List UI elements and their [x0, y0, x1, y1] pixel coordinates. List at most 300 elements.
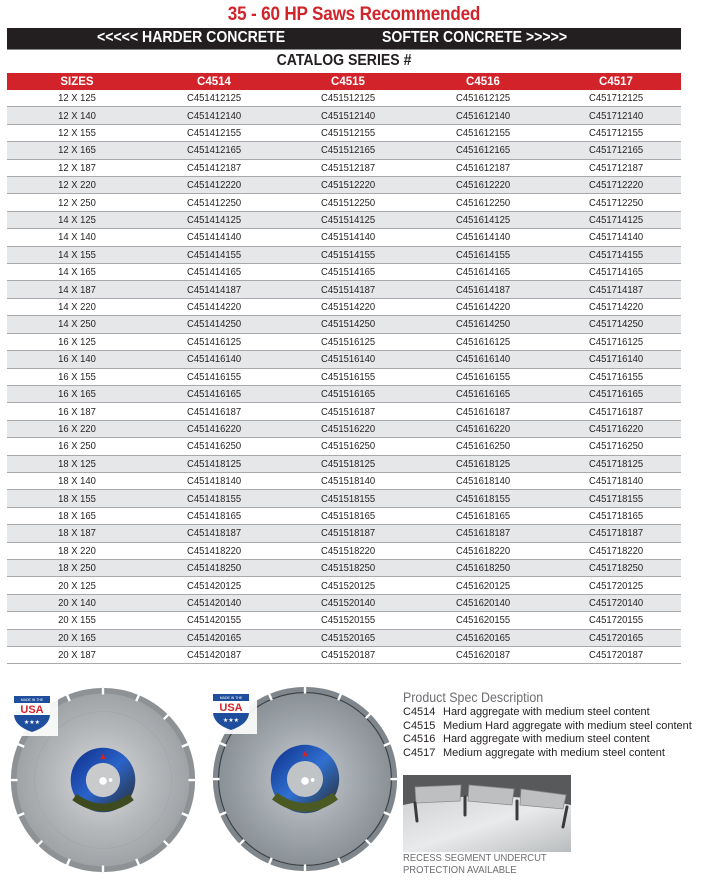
table-row — [7, 334, 681, 351]
size-cell — [7, 406, 147, 418]
cell-text: 16 X 155 — [58, 370, 96, 383]
page-title: 35 - 60 HP Saws Recommended — [227, 4, 481, 25]
catalog-number-cell — [147, 562, 281, 574]
size-cell — [7, 475, 147, 487]
catalog-number-cell — [415, 144, 551, 156]
cell-text: C451414187 — [186, 283, 242, 296]
catalog-number-cell — [551, 266, 681, 278]
catalog-number-cell — [415, 632, 551, 644]
cell-text: C451716187 — [588, 405, 644, 418]
catalog-number-cell — [281, 440, 415, 452]
catalog-number-cell — [147, 475, 281, 487]
cell-text: C451612220 — [455, 179, 511, 192]
cell-text: C451614165 — [455, 266, 511, 279]
catalog-number-cell — [281, 231, 415, 243]
table-row — [7, 369, 681, 386]
svg-text:USA: USA — [219, 702, 243, 714]
spec-code: C4514 — [403, 706, 436, 718]
table-row — [7, 125, 681, 142]
cell-text: 16 X 250 — [58, 440, 96, 453]
catalog-number-cell — [551, 493, 681, 505]
catalog-number-cell — [281, 162, 415, 174]
cell-text: C451512125 — [320, 92, 376, 105]
catalog-number-cell — [281, 144, 415, 156]
catalog-number-cell — [551, 388, 681, 400]
catalog-number-cell — [551, 284, 681, 296]
catalog-number-cell — [415, 127, 551, 139]
cell-text: C451620187 — [455, 649, 511, 662]
cell-text: C451514125 — [320, 214, 376, 227]
cell-text: C451420155 — [186, 614, 242, 627]
catalog-number-cell — [551, 301, 681, 313]
table-row — [7, 212, 681, 229]
column-header-c4516: C4516 — [466, 75, 500, 88]
catalog-number-cell — [415, 458, 551, 470]
catalog-number-cell — [281, 214, 415, 226]
catalog-number-cell — [147, 632, 281, 644]
catalog-number-cell — [551, 545, 681, 557]
size-cell — [7, 353, 147, 365]
softer-concrete-label: SOFTER CONCRETE >>>>> — [382, 29, 568, 46]
table-row — [7, 647, 681, 664]
catalog-number-cell — [415, 475, 551, 487]
catalog-number-cell — [551, 580, 681, 592]
catalog-number-cell — [281, 371, 415, 383]
cell-text: C451716250 — [588, 440, 644, 453]
table-row — [7, 107, 681, 124]
size-cell — [7, 597, 147, 609]
size-cell — [7, 110, 147, 122]
cell-text: 20 X 165 — [58, 631, 96, 644]
catalog-number-cell — [281, 614, 415, 626]
cell-text: C451616165 — [455, 388, 511, 401]
cell-text: 18 X 250 — [58, 562, 96, 575]
size-cell — [7, 162, 147, 174]
catalog-number-cell — [281, 475, 415, 487]
cell-text: C451616140 — [455, 353, 511, 366]
catalog-number-cell — [551, 527, 681, 539]
catalog-number-cell — [147, 162, 281, 174]
cell-text: 16 X 140 — [58, 353, 96, 366]
catalog-number-cell — [281, 545, 415, 557]
cell-text: 18 X 220 — [58, 544, 96, 557]
cell-text: 12 X 250 — [58, 196, 96, 209]
cell-text: C451416220 — [186, 422, 242, 435]
table-row — [7, 264, 681, 281]
catalog-number-cell — [147, 545, 281, 557]
catalog-number-cell — [147, 614, 281, 626]
cell-text: C451616250 — [455, 440, 511, 453]
catalog-number-cell — [281, 632, 415, 644]
cell-text: C451512165 — [320, 144, 376, 157]
catalog-number-cell — [415, 493, 551, 505]
made-in-usa-badge-icon — [205, 688, 257, 734]
column-header-c4515: C4515 — [331, 75, 365, 88]
catalog-number-cell — [281, 423, 415, 435]
cell-text: C451418165 — [186, 509, 242, 522]
cell-text: C451514140 — [320, 231, 376, 244]
table-row — [7, 473, 681, 490]
catalog-number-cell — [415, 162, 551, 174]
svg-text:USA: USA — [20, 704, 44, 716]
catalog-number-cell — [415, 318, 551, 330]
spec-item — [403, 747, 708, 761]
catalog-number-cell — [415, 284, 551, 296]
catalog-number-cell — [281, 493, 415, 505]
catalog-number-cell — [147, 266, 281, 278]
catalog-number-cell — [415, 649, 551, 661]
catalog-number-cell — [281, 318, 415, 330]
table-row — [7, 560, 681, 577]
catalog-number-cell — [147, 527, 281, 539]
table-row — [7, 281, 681, 298]
cell-text: C451714250 — [588, 318, 644, 331]
catalog-number-cell — [281, 597, 415, 609]
catalog-number-cell — [551, 144, 681, 156]
table-row — [7, 612, 681, 629]
cell-text: C451712125 — [588, 92, 644, 105]
cell-text: C451414140 — [186, 231, 242, 244]
cell-text: C451618140 — [455, 475, 511, 488]
size-cell — [7, 562, 147, 574]
cell-text: C451414155 — [186, 248, 242, 261]
catalog-number-cell — [415, 231, 551, 243]
catalog-number-cell — [551, 127, 681, 139]
size-cell — [7, 336, 147, 348]
cell-text: 18 X 187 — [58, 527, 96, 540]
table-row — [7, 421, 681, 438]
cell-text: C451412187 — [186, 161, 242, 174]
catalog-number-cell — [281, 580, 415, 592]
size-cell — [7, 231, 147, 243]
cell-text: C451412165 — [186, 144, 242, 157]
catalog-number-cell — [147, 458, 281, 470]
size-cell — [7, 614, 147, 626]
cell-text: 14 X 125 — [58, 214, 96, 227]
size-cell — [7, 493, 147, 505]
cell-text: C451720155 — [588, 614, 644, 627]
cell-text: 14 X 220 — [58, 301, 96, 314]
cell-text: C451718155 — [588, 492, 644, 505]
cell-text: 18 X 155 — [58, 492, 96, 505]
cell-text: C451714155 — [588, 248, 644, 261]
spec-desc: Hard aggregate with medium steel content — [443, 733, 650, 745]
catalog-number-cell — [281, 388, 415, 400]
spec-code: C4516 — [403, 733, 436, 745]
cell-text: C451620165 — [455, 631, 511, 644]
cell-text: C451416165 — [186, 388, 242, 401]
spec-code: C4515 — [403, 719, 436, 732]
harder-concrete-label: <<<<< HARDER CONCRETE — [97, 29, 286, 46]
catalog-number-cell — [281, 353, 415, 365]
spec-desc: Medium aggregate with medium steel content — [443, 746, 665, 759]
catalog-number-cell — [415, 353, 551, 365]
cell-text: 18 X 125 — [58, 457, 96, 470]
cell-text: C451616220 — [455, 422, 511, 435]
catalog-number-cell — [415, 301, 551, 313]
catalog-number-cell — [147, 580, 281, 592]
table-row — [7, 160, 681, 177]
cell-text: C451512187 — [320, 161, 376, 174]
cell-text: C451612140 — [455, 109, 511, 122]
catalog-number-cell — [551, 649, 681, 661]
spec-desc: Hard aggregate with medium steel content — [443, 706, 650, 718]
table-row — [7, 386, 681, 403]
svg-text:★★★: ★★★ — [222, 718, 240, 724]
catalog-number-cell — [551, 562, 681, 574]
catalog-number-cell — [147, 249, 281, 261]
cell-text: C451720140 — [588, 596, 644, 609]
catalog-number-cell — [281, 110, 415, 122]
catalog-number-cell — [551, 318, 681, 330]
cell-text: C451512140 — [320, 109, 376, 122]
size-cell — [7, 580, 147, 592]
cell-text: C451514165 — [320, 266, 376, 279]
cell-text: C451518155 — [320, 492, 376, 505]
catalog-number-cell — [281, 406, 415, 418]
cell-text: C451618187 — [455, 527, 511, 540]
cell-text: C451516125 — [320, 335, 376, 348]
cell-text: 12 X 140 — [58, 109, 96, 122]
cell-text: C451416250 — [186, 440, 242, 453]
size-cell — [7, 197, 147, 209]
cell-text: C451614187 — [455, 283, 511, 296]
cell-text: 14 X 250 — [58, 318, 96, 331]
cell-text: 14 X 165 — [58, 266, 96, 279]
catalog-number-cell — [281, 197, 415, 209]
cell-text: C451520187 — [320, 649, 376, 662]
catalog-number-cell — [147, 510, 281, 522]
spec-item — [403, 706, 708, 720]
cell-text: C451420125 — [186, 579, 242, 592]
cell-text: C451718125 — [588, 457, 644, 470]
cell-text: 20 X 125 — [58, 579, 96, 592]
catalog-number-cell — [147, 597, 281, 609]
table-row — [7, 177, 681, 194]
cell-text: C451716125 — [588, 335, 644, 348]
cell-text: C451518165 — [320, 509, 376, 522]
table-header — [7, 73, 681, 90]
catalog-number-cell — [551, 231, 681, 243]
cell-text: 14 X 187 — [58, 283, 96, 296]
cell-text: C451514220 — [320, 301, 376, 314]
column-header-sizes: SIZES — [60, 75, 94, 88]
catalog-number-cell — [551, 179, 681, 191]
cell-text: C451620140 — [455, 596, 511, 609]
recess-caption — [403, 853, 547, 876]
cell-text: C451720165 — [588, 631, 644, 644]
cell-text: C451416187 — [186, 405, 242, 418]
cell-text: C451618250 — [455, 562, 511, 575]
spec-code: C4517 — [403, 746, 436, 759]
cell-text: C451712155 — [588, 127, 644, 140]
cell-text: C451616125 — [455, 335, 511, 348]
catalog-number-cell — [147, 493, 281, 505]
column-header-c4517: C4517 — [599, 75, 633, 88]
catalog-number-cell — [415, 336, 551, 348]
cell-text: C451412220 — [186, 179, 242, 192]
catalog-number-cell — [415, 545, 551, 557]
catalog-number-cell — [281, 649, 415, 661]
cell-text: C451718250 — [588, 562, 644, 575]
cell-text: 20 X 155 — [58, 614, 96, 627]
product-spec-section — [403, 690, 708, 760]
cell-text: C451512220 — [320, 179, 376, 192]
cell-text: C451720187 — [588, 649, 644, 662]
size-cell — [7, 632, 147, 644]
catalog-number-cell — [147, 371, 281, 383]
cell-text: C451414165 — [186, 266, 242, 279]
catalog-number-cell — [281, 179, 415, 191]
cell-text: 18 X 165 — [58, 509, 96, 522]
catalog-number-cell — [147, 649, 281, 661]
catalog-number-cell — [415, 179, 551, 191]
size-cell — [7, 92, 147, 104]
catalog-number-cell — [147, 388, 281, 400]
catalog-number-cell — [415, 371, 551, 383]
cell-text: C451414220 — [186, 301, 242, 314]
size-cell — [7, 127, 147, 139]
cell-text: C451612250 — [455, 196, 511, 209]
cell-text: 12 X 165 — [58, 144, 96, 157]
table-row — [7, 229, 681, 246]
catalog-number-cell — [415, 266, 551, 278]
cell-text: C451712250 — [588, 196, 644, 209]
cell-text: 16 X 187 — [58, 405, 96, 418]
recess-segment-closeup-image — [403, 775, 571, 852]
catalog-number-cell — [147, 336, 281, 348]
table-body — [7, 90, 681, 664]
catalog-series-heading: CATALOG SERIES # — [276, 52, 412, 69]
svg-text:MADE IN THE: MADE IN THE — [20, 698, 44, 702]
recess-caption-line1: RECESS SEGMENT UNDERCUT — [403, 852, 547, 864]
cell-text: C451712220 — [588, 179, 644, 192]
cell-text: C451420140 — [186, 596, 242, 609]
catalog-number-cell — [551, 597, 681, 609]
cell-text: C451414125 — [186, 214, 242, 227]
spec-item — [403, 720, 708, 734]
size-cell — [7, 144, 147, 156]
catalog-number-cell — [147, 92, 281, 104]
cell-text: C451520140 — [320, 596, 376, 609]
column-header-c4514: C4514 — [197, 75, 231, 88]
catalog-number-cell — [147, 231, 281, 243]
catalog-number-cell — [551, 197, 681, 209]
cell-text: C451716165 — [588, 388, 644, 401]
catalog-number-cell — [551, 510, 681, 522]
cell-text: C451712140 — [588, 109, 644, 122]
catalog-number-cell — [147, 301, 281, 313]
cell-text: C451616155 — [455, 370, 511, 383]
catalog-number-cell — [415, 562, 551, 574]
cell-text: C451614250 — [455, 318, 511, 331]
catalog-number-cell — [281, 266, 415, 278]
catalog-number-cell — [415, 580, 551, 592]
catalog-number-cell — [147, 406, 281, 418]
cell-text: C451614220 — [455, 301, 511, 314]
catalog-number-cell — [551, 249, 681, 261]
catalog-number-cell — [281, 284, 415, 296]
cell-text: C451516165 — [320, 388, 376, 401]
catalog-number-cell — [147, 144, 281, 156]
cell-text: C451714140 — [588, 231, 644, 244]
size-cell — [7, 318, 147, 330]
cell-text: C451412155 — [186, 127, 242, 140]
cell-text: C451714165 — [588, 266, 644, 279]
size-cell — [7, 266, 147, 278]
catalog-number-cell — [551, 162, 681, 174]
cell-text: C451516250 — [320, 440, 376, 453]
cell-text: C451512250 — [320, 196, 376, 209]
cell-text: C451418140 — [186, 475, 242, 488]
cell-text: C451420165 — [186, 631, 242, 644]
cell-text: 16 X 165 — [58, 388, 96, 401]
cell-text: C451612125 — [455, 92, 511, 105]
cell-text: 12 X 125 — [58, 92, 96, 105]
catalog-number-cell — [415, 249, 551, 261]
cell-text: C451718220 — [588, 544, 644, 557]
cell-text: C451418220 — [186, 544, 242, 557]
catalog-number-cell — [281, 458, 415, 470]
cell-text: C451416155 — [186, 370, 242, 383]
catalog-number-cell — [551, 475, 681, 487]
made-in-usa-badge-icon — [6, 690, 58, 736]
cell-text: C451720125 — [588, 579, 644, 592]
catalog-number-cell — [147, 318, 281, 330]
catalog-number-cell — [415, 527, 551, 539]
cell-text: C451514155 — [320, 248, 376, 261]
cell-text: 16 X 125 — [58, 335, 96, 348]
cell-text: C451614125 — [455, 214, 511, 227]
catalog-table — [7, 73, 681, 664]
catalog-number-cell — [147, 127, 281, 139]
table-row — [7, 490, 681, 507]
size-cell — [7, 214, 147, 226]
size-cell — [7, 423, 147, 435]
cell-text: C451718165 — [588, 509, 644, 522]
cell-text: C451612187 — [455, 161, 511, 174]
size-cell — [7, 284, 147, 296]
catalog-number-cell — [147, 214, 281, 226]
table-row — [7, 577, 681, 594]
cell-text: C451414250 — [186, 318, 242, 331]
cell-text: C451616187 — [455, 405, 511, 418]
catalog-number-cell — [551, 371, 681, 383]
catalog-number-cell — [281, 336, 415, 348]
catalog-number-cell — [551, 458, 681, 470]
catalog-number-cell — [147, 440, 281, 452]
cell-text: 12 X 155 — [58, 127, 96, 140]
cell-text: C451518220 — [320, 544, 376, 557]
table-row — [7, 316, 681, 333]
cell-text: C451520155 — [320, 614, 376, 627]
catalog-number-cell — [551, 632, 681, 644]
catalog-number-cell — [415, 510, 551, 522]
catalog-number-cell — [147, 110, 281, 122]
cell-text: 18 X 140 — [58, 475, 96, 488]
catalog-number-cell — [551, 336, 681, 348]
catalog-number-cell — [281, 249, 415, 261]
cell-text: C451716140 — [588, 353, 644, 366]
cell-text: C451416140 — [186, 353, 242, 366]
catalog-number-cell — [415, 110, 551, 122]
cell-text: C451618125 — [455, 457, 511, 470]
catalog-number-cell — [551, 353, 681, 365]
catalog-number-cell — [281, 510, 415, 522]
catalog-number-cell — [551, 110, 681, 122]
cell-text: C451416125 — [186, 335, 242, 348]
cell-text: C451718187 — [588, 527, 644, 540]
